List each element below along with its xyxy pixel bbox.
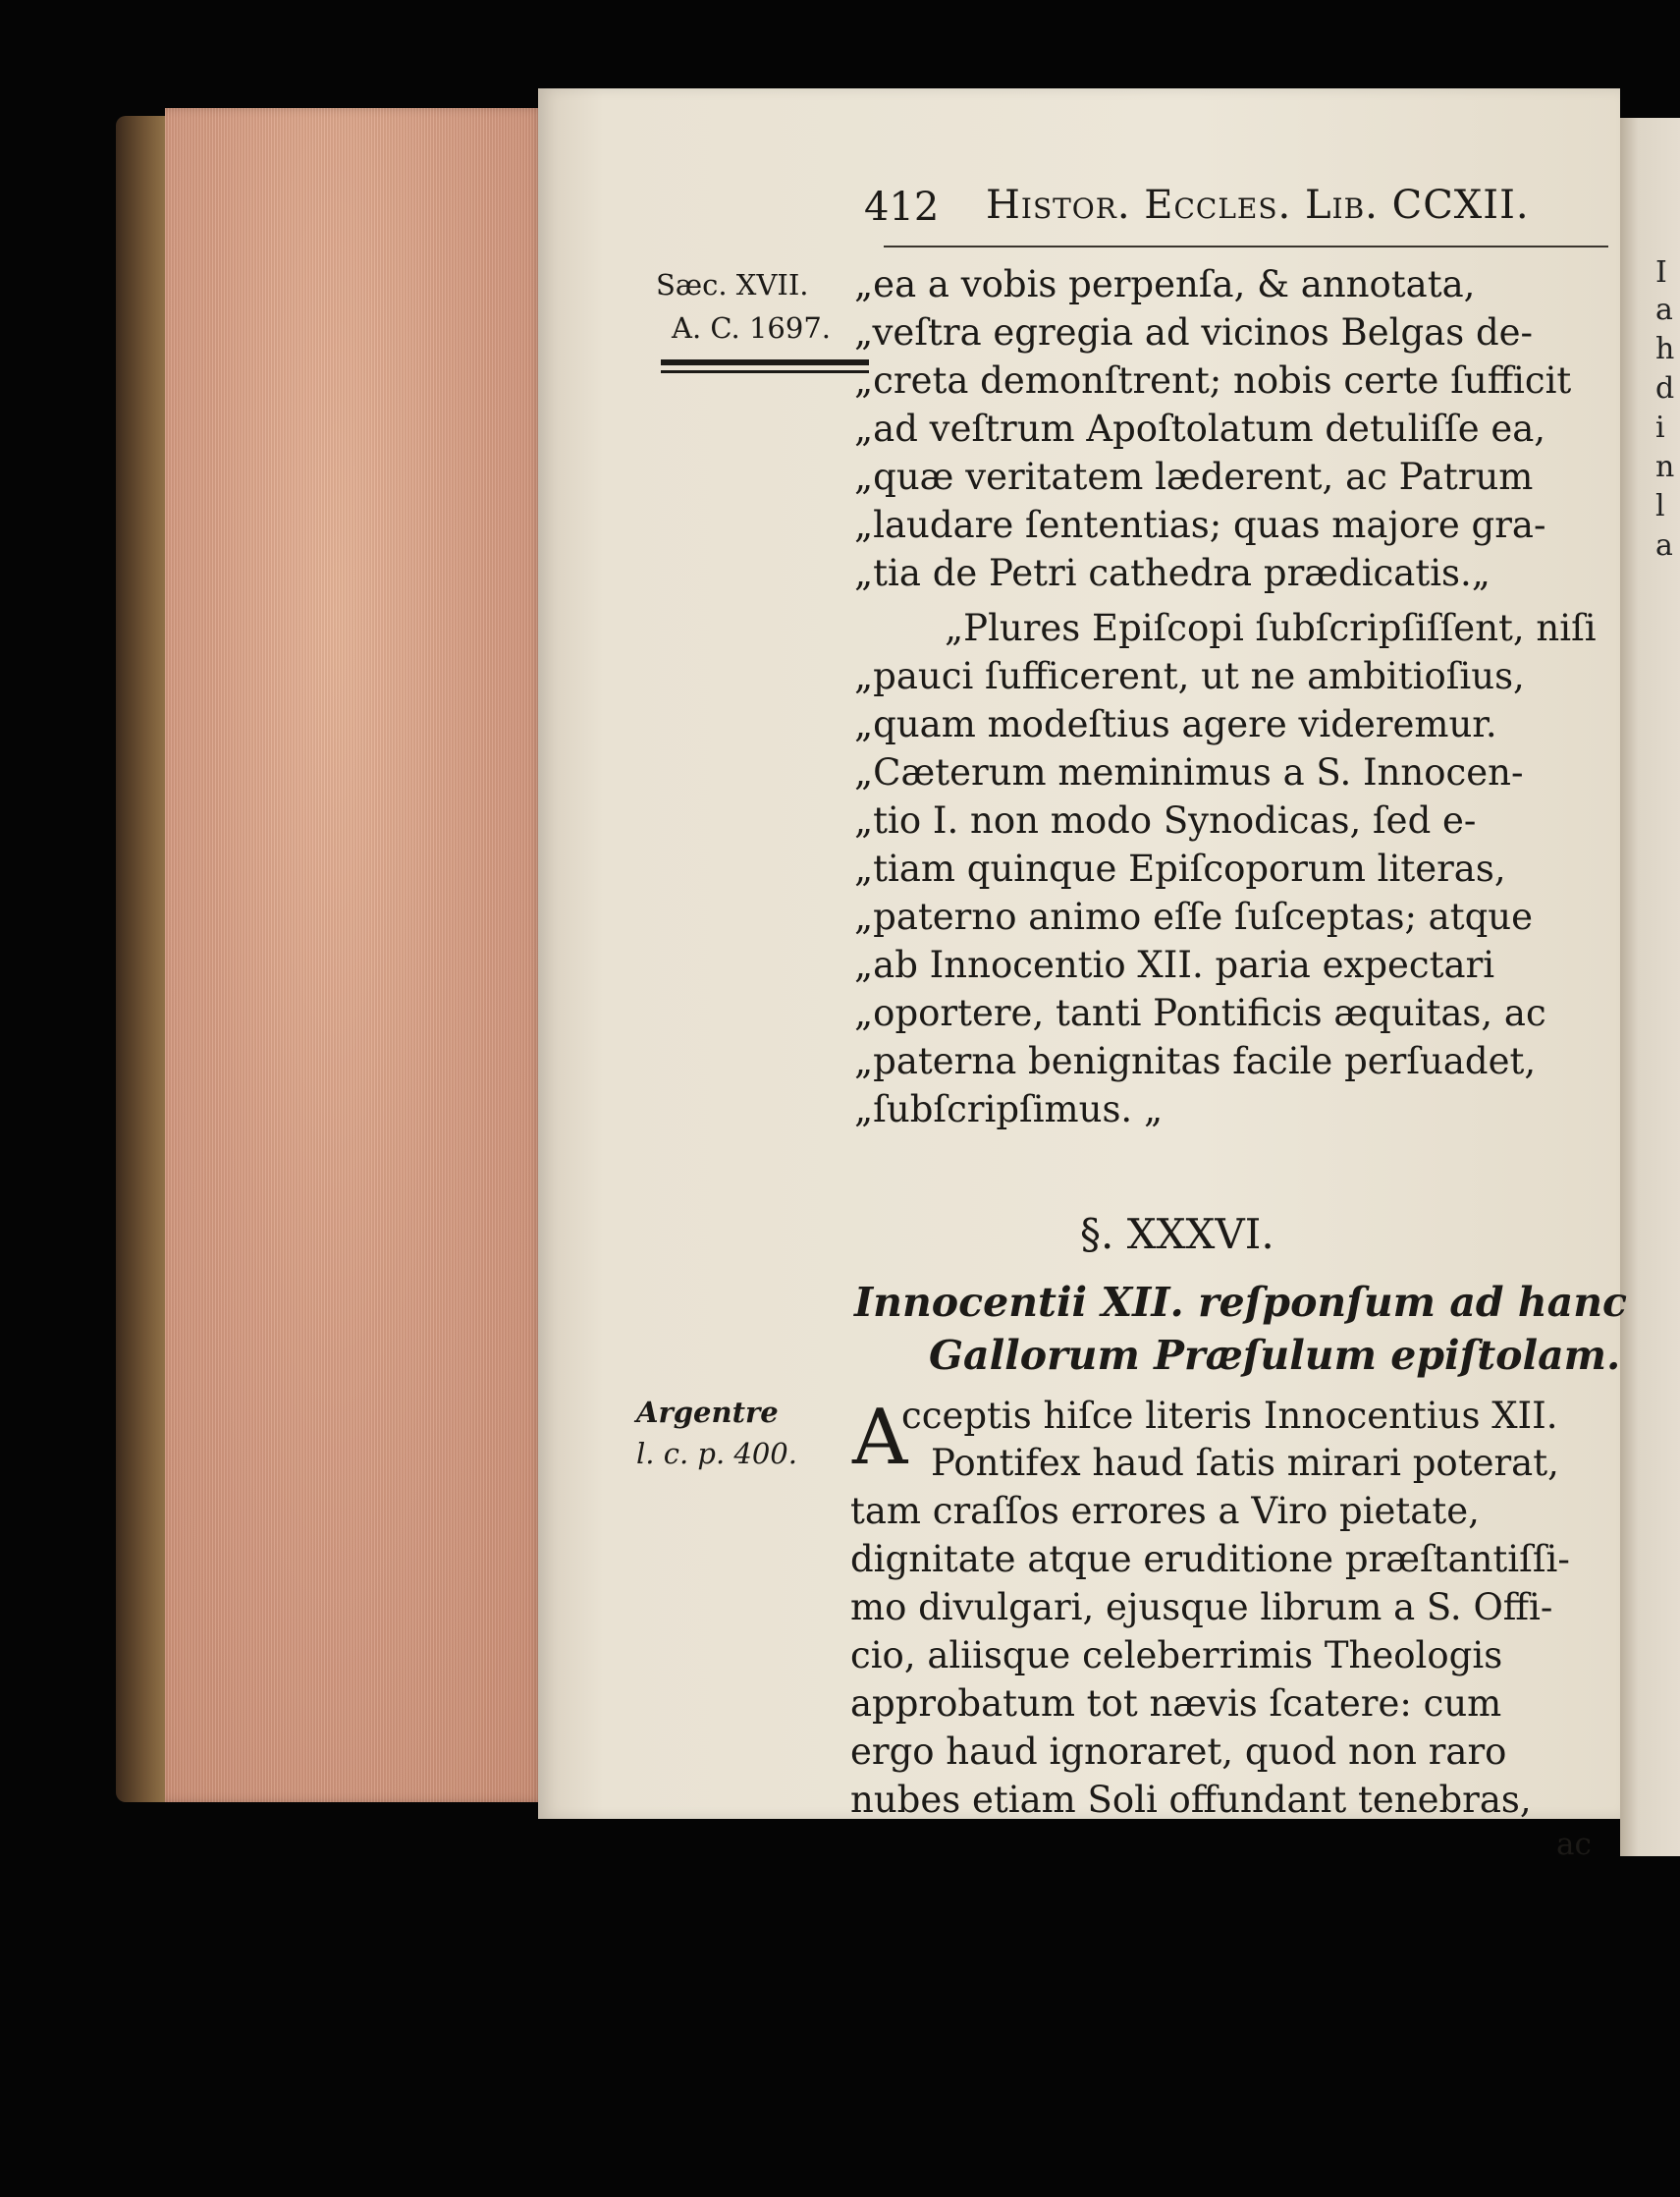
section-heading-line1: Innocentii XII. reſponſum ad hanc xyxy=(854,1279,1627,1326)
body-line: „pauci ſufficerent, ut ne ambitioſius, xyxy=(854,655,1525,697)
margin-anno: A. C. 1697. xyxy=(672,311,831,345)
catchword: ac xyxy=(1556,1827,1592,1862)
facing-page-fragment: i xyxy=(1655,411,1665,445)
running-title: Histor. Eccles. Lib. CCXII. xyxy=(986,183,1530,228)
margin-saeculum: Sæc. XVII. xyxy=(656,268,809,302)
facing-page-fragment: a xyxy=(1655,293,1673,327)
body-line: „oportere, tanti Pontificis æquitas, ac xyxy=(854,992,1546,1034)
body-line: mo divulgari, ejusque librum a S. Offi- xyxy=(850,1586,1553,1628)
body-line: „ab Innocentio XII. paria expectari xyxy=(854,944,1495,986)
facing-page-fragment: d xyxy=(1655,371,1675,406)
margin-reference-location: l. c. p. 400. xyxy=(636,1437,797,1470)
margin-reference-author: Argentre xyxy=(636,1396,779,1429)
body-line: „tia de Petri cathedra prædicatis.„ xyxy=(854,552,1490,594)
page-block-edge xyxy=(165,108,544,1802)
body-line: „tio I. non modo Synodicas, ſed e- xyxy=(854,799,1477,842)
body-line: „quæ veritatem læderent, ac Patrum xyxy=(854,456,1534,498)
body-line: „paterno animo eſſe ſuſceptas; atque xyxy=(854,896,1534,938)
body-line: cio, aliisque celeberrimis Theologis xyxy=(850,1634,1503,1676)
facing-page-fragment: n xyxy=(1655,450,1675,484)
body-line: „paterna benignitas facile perſuadet, xyxy=(854,1040,1537,1082)
body-line: „tiam quinque Epiſcoporum literas, xyxy=(854,848,1506,890)
body-line: „veſtra egregia ad vicinos Belgas de- xyxy=(854,311,1534,354)
margin-rule xyxy=(661,359,869,365)
body-line: „creta demonſtrent; nobis certe ſufficit xyxy=(854,359,1572,402)
body-line: „Plures Epiſcopi ſubſcripſiſſent, niſi xyxy=(945,607,1597,649)
body-line: „ad veſtrum Apoſtolatum detuliſſe ea, xyxy=(854,408,1546,450)
body-line: nubes etiam Soli offundant tenebras, xyxy=(850,1779,1532,1821)
body-line: „laudare ſententias; quas majore gra- xyxy=(854,504,1546,546)
body-line: „ſubſcripſimus. „ xyxy=(854,1088,1164,1130)
page-number: 412 xyxy=(864,185,940,230)
facing-page-fragment: l xyxy=(1655,489,1665,523)
facing-page-fragment: h xyxy=(1655,332,1675,366)
drop-cap: A xyxy=(852,1394,908,1482)
body-line: Pontifex haud ſatis mirari poterat, xyxy=(931,1442,1559,1484)
body-line: cceptis hiſce literis Innocentius XII. xyxy=(901,1395,1558,1437)
body-line: „Cæterum meminimus a S. Innocen- xyxy=(854,751,1524,794)
margin-rule xyxy=(661,370,869,373)
section-heading-line2: Gallorum Præſulum epiſtolam. xyxy=(929,1332,1621,1379)
facing-page-fragment: I xyxy=(1655,255,1667,290)
body-line: „quam modeſtius agere videremur. xyxy=(854,703,1497,745)
facing-page-edge xyxy=(1620,118,1680,1856)
body-line: dignitate atque eruditione præſtantiſſi- xyxy=(850,1538,1570,1580)
header-rule xyxy=(884,246,1608,247)
facing-page-fragment: a xyxy=(1655,528,1673,563)
body-line: approbatum tot nævis ſcatere: cum xyxy=(850,1682,1502,1725)
body-line: tam craſſos errores a Viro pietate, xyxy=(850,1490,1480,1532)
section-number: §. XXXVI. xyxy=(1080,1210,1274,1258)
body-line: „ea a vobis perpenſa, & annotata, xyxy=(854,263,1476,305)
body-line: ergo haud ignoraret, quod non raro xyxy=(850,1730,1507,1773)
